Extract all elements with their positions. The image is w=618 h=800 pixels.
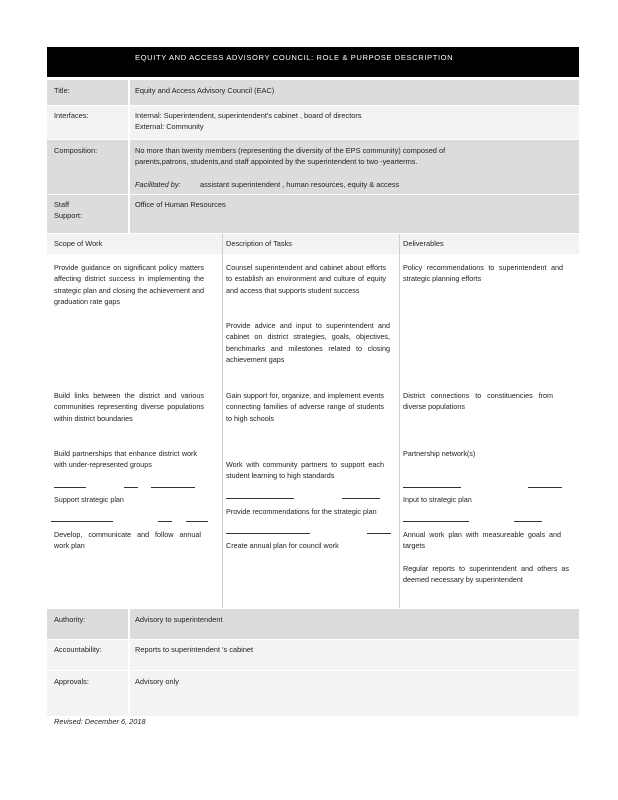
composition-label: Composition: (54, 146, 98, 155)
staff-support-row (47, 195, 579, 233)
deliverable-item: Regular reports to superintendent and others as deemed necessary by superintendent (403, 564, 569, 585)
rule (54, 487, 86, 488)
title-row (47, 80, 579, 105)
title-value: Equity and Access Advisory Council (EAC) (135, 86, 275, 95)
approvals-value: Advisory only (135, 677, 179, 686)
deliverable-item: Input to strategic plan (403, 495, 472, 504)
staff-support-label-1: Staff (54, 200, 70, 209)
rule (528, 487, 562, 488)
revised-date: Revised: December 6, 2018 (54, 717, 146, 726)
deliverable-item: Policy recommendations to superintendent and strategic planning efforts (403, 263, 563, 284)
interfaces-internal: Internal: Superintendent, superintendent's cabinet , board of directors (135, 111, 362, 120)
col-divider-2 (399, 234, 400, 608)
task-item: Provide recommendations for the strategic plan (226, 507, 377, 516)
title-label: Title: (54, 86, 70, 95)
task-item: Provide advice and input to superintendent and cabinet on district strategies, goals, objectives, benchmarks and milestones related to closing achievement gaps (226, 321, 390, 365)
authority-value: Advisory to superintendent (135, 615, 223, 624)
facilitated-value: assistant superintendent , human resources, equity & access (200, 180, 400, 189)
approvals-row (47, 671, 579, 716)
header-scope: Scope of Work (54, 239, 103, 248)
task-item: Counsel superintendent and cabinet about efforts to establish an environment and culture of equity and access that supports student success (226, 263, 386, 295)
rule (151, 487, 195, 488)
scope-item: Develop, communicate and follow annual work plan (54, 530, 201, 551)
rule (403, 487, 461, 488)
interfaces-label: Interfaces: (54, 111, 89, 120)
rule (186, 521, 208, 522)
deliverable-item: District connections to constituencies from diverse populations (403, 391, 553, 412)
deliverable-item: Annual work plan with measureable goals and targets (403, 530, 561, 551)
task-item: Gain support for, organize, and implement events connecting families of adverse range of students to high schools (226, 391, 384, 423)
scope-item: Provide guidance on significant policy matters affecting district success in implementing the strategic plan and closing the achievement and graduation rate gaps (54, 263, 204, 307)
header-deliverables: Deliverables (403, 239, 444, 248)
facilitated-label: Facilitated by: (135, 180, 181, 189)
interfaces-external: External: Community (135, 122, 204, 131)
rule (226, 533, 310, 534)
rule (158, 521, 172, 522)
accountability-value: Reports to superintendent 's cabinet (135, 645, 254, 654)
rule (124, 487, 138, 488)
task-item: Work with community partners to support each student learning to high standards (226, 460, 384, 481)
accountability-row (47, 640, 579, 670)
rule (51, 521, 113, 522)
label-divider (128, 80, 130, 233)
task-item: Create annual plan for council work (226, 541, 339, 550)
rule (514, 521, 542, 522)
label-divider-bottom (128, 609, 130, 716)
deliverable-item: Partnership network(s) (403, 449, 476, 458)
authority-label: Authority: (54, 615, 86, 624)
scope-item: Build partnerships that enhance district work with under-represented groups (54, 449, 197, 470)
authority-row (47, 609, 579, 639)
document-title: EQUITY AND ACCESS ADVISORY COUNCIL: ROLE & PURPOSE DESCRIPTION (135, 53, 454, 62)
composition-line1: No more than twenty members (representing the diversity of the EPS community) composed of (135, 146, 446, 155)
composition-line2: parents,patrons, students,and staff appointed by the superintendent to two -yearterms. (135, 157, 418, 166)
staff-support-label-2: Support: (54, 211, 82, 220)
rule (367, 533, 391, 534)
header-tasks: Description of Tasks (226, 239, 292, 248)
rule (226, 498, 294, 499)
approvals-label: Approvals: (54, 677, 89, 686)
work-table-header (47, 234, 579, 254)
accountability-label: Accountability: (54, 645, 102, 654)
rule (342, 498, 380, 499)
scope-item: Support strategic plan (54, 495, 124, 504)
rule (403, 521, 469, 522)
scope-item: Build links between the district and various communities representing diverse populations within district boundaries (54, 391, 204, 423)
staff-support-value: Office of Human Resources (135, 200, 226, 209)
col-divider-1 (222, 234, 223, 608)
